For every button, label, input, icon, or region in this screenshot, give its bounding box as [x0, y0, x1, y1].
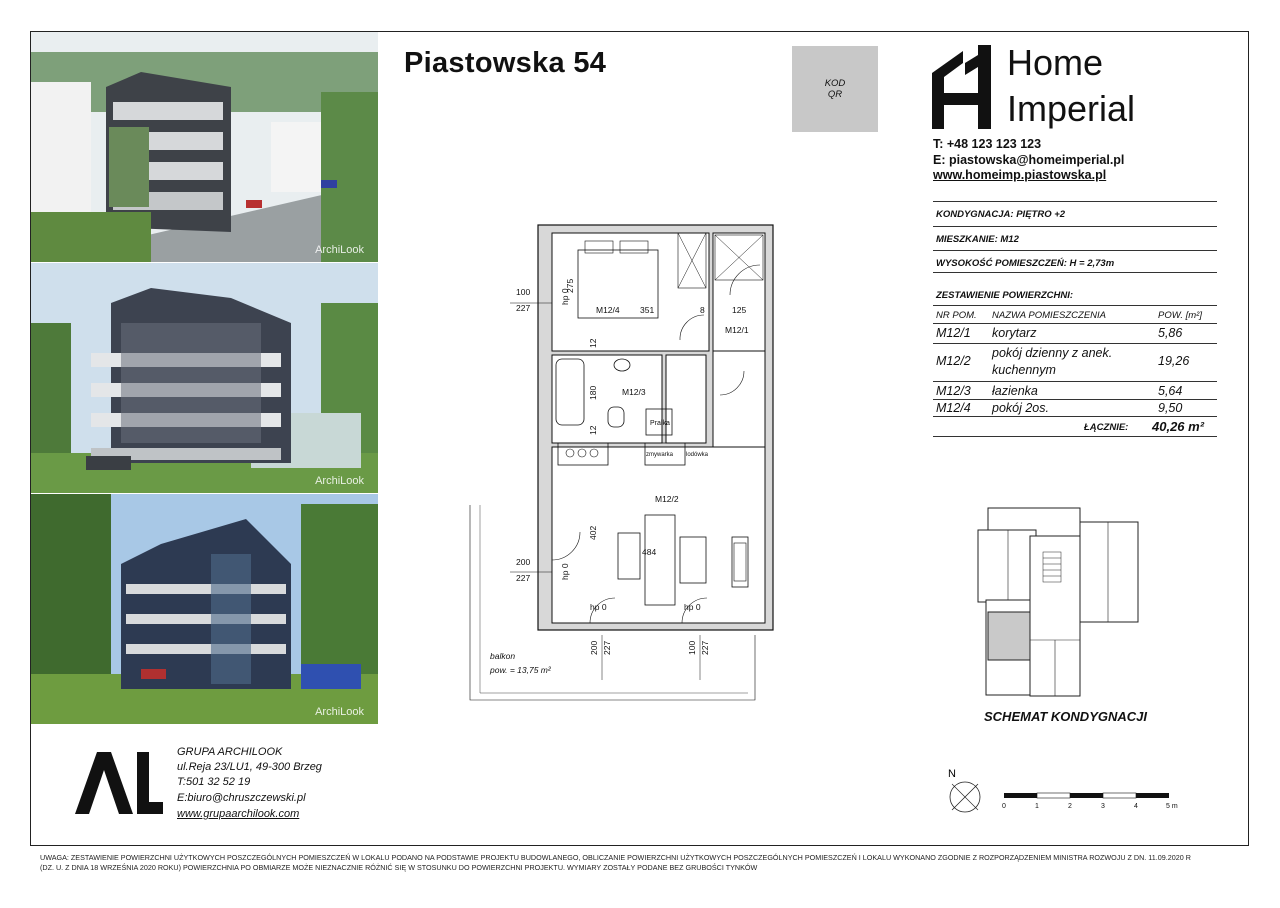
- table-total-row: [936, 419, 1216, 437]
- room-label: M12/4: [596, 305, 620, 315]
- divider: [933, 323, 1217, 324]
- contact-email[interactable]: E: piastowska@homeimperial.pl: [933, 153, 1125, 167]
- dimension-label: 8: [700, 305, 705, 315]
- apartment-label: MIESZKANIE: M12: [936, 234, 1019, 245]
- row-nr: M12/3: [936, 384, 971, 398]
- dimension-label: 227: [602, 640, 612, 655]
- dimension-label: 402: [588, 525, 598, 540]
- scale-tick: 5 m: [1166, 803, 1178, 810]
- north-label: N: [948, 768, 956, 780]
- scale-tick: 3: [1101, 803, 1105, 810]
- scale-tick: 0: [1002, 803, 1006, 810]
- dimension-label: 484: [642, 547, 657, 557]
- divider: [933, 226, 1217, 227]
- dimension-label: 100: [687, 640, 697, 655]
- row-name: pokój 2os.: [992, 401, 1049, 415]
- archilook-name: GRUPA ARCHILOOK: [177, 746, 283, 758]
- header-area: POW. [m²]: [1158, 310, 1202, 321]
- divider: [933, 272, 1217, 273]
- room-label: M12/1: [725, 325, 749, 335]
- footer-line-2: (DZ. U. Z DNIA 18 WRZEŚNIA 2020 ROKU) POWIERZCHNIA PO OBMIARZE MOŻE NIEZNACZNIE RÓŻNIĆ SIĘ W STOSUNKU DO POWIERZCHNI PROJEKTU. WYMIARY ZOSTAŁY PODANE BEZ GRUBOŚCI TYNKÓW: [40, 863, 758, 872]
- archilook-address: ul.Reja 23/LU1, 49-300 Brzeg: [177, 761, 322, 773]
- dimension-label: 200: [516, 557, 531, 567]
- footer-line-1: UWAGA: ZESTAWIENIE POWIERZCHNI UŻYTKOWYCH POSZCZEGÓLNYCH POMIESZCZEŃ W LOKALU PODANO NA PODSTAWIE PROJEKTU BUDOWLANEGO, OBLICZANIE POWIERZCHNI UŻYTKOWYCH POSZCZEGÓLNYCH POMIESZCZEŃ I LOKALU WYKONANO ZGODNIE Z ROZPORZĄDZENIEM MINISTRA ROZWOJU Z DN. 11.09.2020 R: [40, 853, 1191, 862]
- archilook-logo: [75, 752, 165, 814]
- dimension-label: 12: [588, 425, 598, 435]
- divider: [933, 343, 1217, 344]
- scale-and-north: [940, 765, 1190, 825]
- header-nr: NR POM.: [936, 310, 977, 321]
- home-imperial-logo: [932, 45, 994, 129]
- appliance-label: zmywarka: [646, 452, 674, 458]
- rendering-photo-3: [31, 494, 378, 724]
- appliance-label: lodówka: [686, 452, 709, 458]
- divider: [933, 250, 1217, 251]
- total-label: ŁĄCZNIE:: [1084, 422, 1129, 433]
- table-row: [936, 326, 1216, 342]
- dimension-label: 125: [732, 305, 747, 315]
- table-row: [936, 401, 1216, 417]
- scale-tick: 1: [1035, 803, 1039, 810]
- balcony-label: balkon: [490, 651, 516, 661]
- dimension-label: 275: [565, 278, 575, 293]
- room-label: M12/3: [622, 387, 646, 397]
- room-height-label: WYSOKOŚĆ POMIESZCZEŃ: H = 2,73m: [936, 258, 1115, 269]
- watermark: ArchiLook: [315, 706, 364, 718]
- schematic-label: SCHEMAT KONDYGNACJI: [984, 709, 1147, 724]
- row-name: pokój dzienny z anek.: [992, 346, 1113, 360]
- row-name: korytarz: [992, 326, 1037, 340]
- table-row: [936, 384, 1216, 400]
- row-area: 19,26: [1158, 354, 1190, 368]
- dimension-label: 227: [700, 640, 710, 655]
- row-nr: M12/4: [936, 401, 971, 415]
- archilook-phone: T:501 32 52 19: [177, 776, 251, 788]
- dimension-label: 227: [516, 303, 531, 313]
- archilook-email[interactable]: E:biuro@chruszczewski.pl: [177, 792, 306, 804]
- divider: [933, 416, 1217, 417]
- apartment-floor-plan: [460, 215, 780, 705]
- page-title: Piastowska 54: [404, 47, 607, 79]
- divider: [933, 381, 1217, 382]
- balcony-area: pow. = 13,75 m²: [490, 665, 551, 675]
- door-height-label: hp 0: [684, 602, 701, 612]
- dimension-label: 227: [516, 573, 531, 583]
- row-nr: M12/2: [936, 354, 971, 368]
- row-name-cont: kuchennym: [992, 363, 1056, 377]
- divider: [933, 305, 1217, 306]
- row-area: 5,64: [1158, 384, 1183, 398]
- rendering-photo-1: [31, 32, 378, 262]
- row-nr: M12/1: [936, 326, 971, 340]
- door-height-label: hp 0: [560, 288, 570, 305]
- row-area: 5,86: [1158, 326, 1183, 340]
- dimension-label: 100: [516, 287, 531, 297]
- contact-website-link[interactable]: www.homeimp.piastowska.pl: [933, 168, 1107, 182]
- row-name: łazienka: [992, 384, 1038, 398]
- qr-line1: KOD: [824, 78, 846, 89]
- contact-phone: T: +48 123 123 123: [933, 137, 1042, 151]
- divider: [933, 399, 1217, 400]
- rendering-photo-2: [31, 263, 378, 493]
- qr-line2: QR: [827, 89, 843, 100]
- archilook-website-link[interactable]: www.grupaarchilook.com: [177, 808, 300, 820]
- dimension-label: 351: [640, 305, 655, 315]
- brand-name-line1: Home: [1007, 42, 1104, 83]
- row-area: 9,50: [1158, 401, 1183, 415]
- table-row: [936, 346, 1216, 380]
- footer-note: [40, 853, 1255, 873]
- total-value: 40,26 m²: [1152, 419, 1205, 434]
- appliance-label: Pralka: [650, 420, 670, 427]
- header-name: NAZWA POMIESZCZENIA: [992, 310, 1107, 321]
- scale-tick: 2: [1068, 803, 1072, 810]
- divider: [933, 201, 1217, 202]
- dimension-label: 12: [588, 338, 598, 348]
- qr-code-placeholder: [792, 46, 878, 132]
- dimension-label: 200: [589, 640, 599, 655]
- areas-heading: ZESTAWIENIE POWIERZCHNI:: [936, 290, 1074, 301]
- watermark: ArchiLook: [315, 244, 364, 256]
- room-label: M12/2: [655, 494, 679, 504]
- divider: [933, 436, 1217, 437]
- floor-schematic: [968, 500, 1148, 705]
- watermark: ArchiLook: [315, 475, 364, 487]
- floor-label: KONDYGNACJA: PIĘTRO +2: [936, 209, 1066, 220]
- door-height-label: hp 0: [560, 563, 570, 580]
- door-height-label: hp 0: [590, 602, 607, 612]
- dimension-label: 180: [588, 385, 598, 400]
- scale-tick: 4: [1134, 803, 1138, 810]
- brand-name-line2: Imperial: [1007, 88, 1136, 129]
